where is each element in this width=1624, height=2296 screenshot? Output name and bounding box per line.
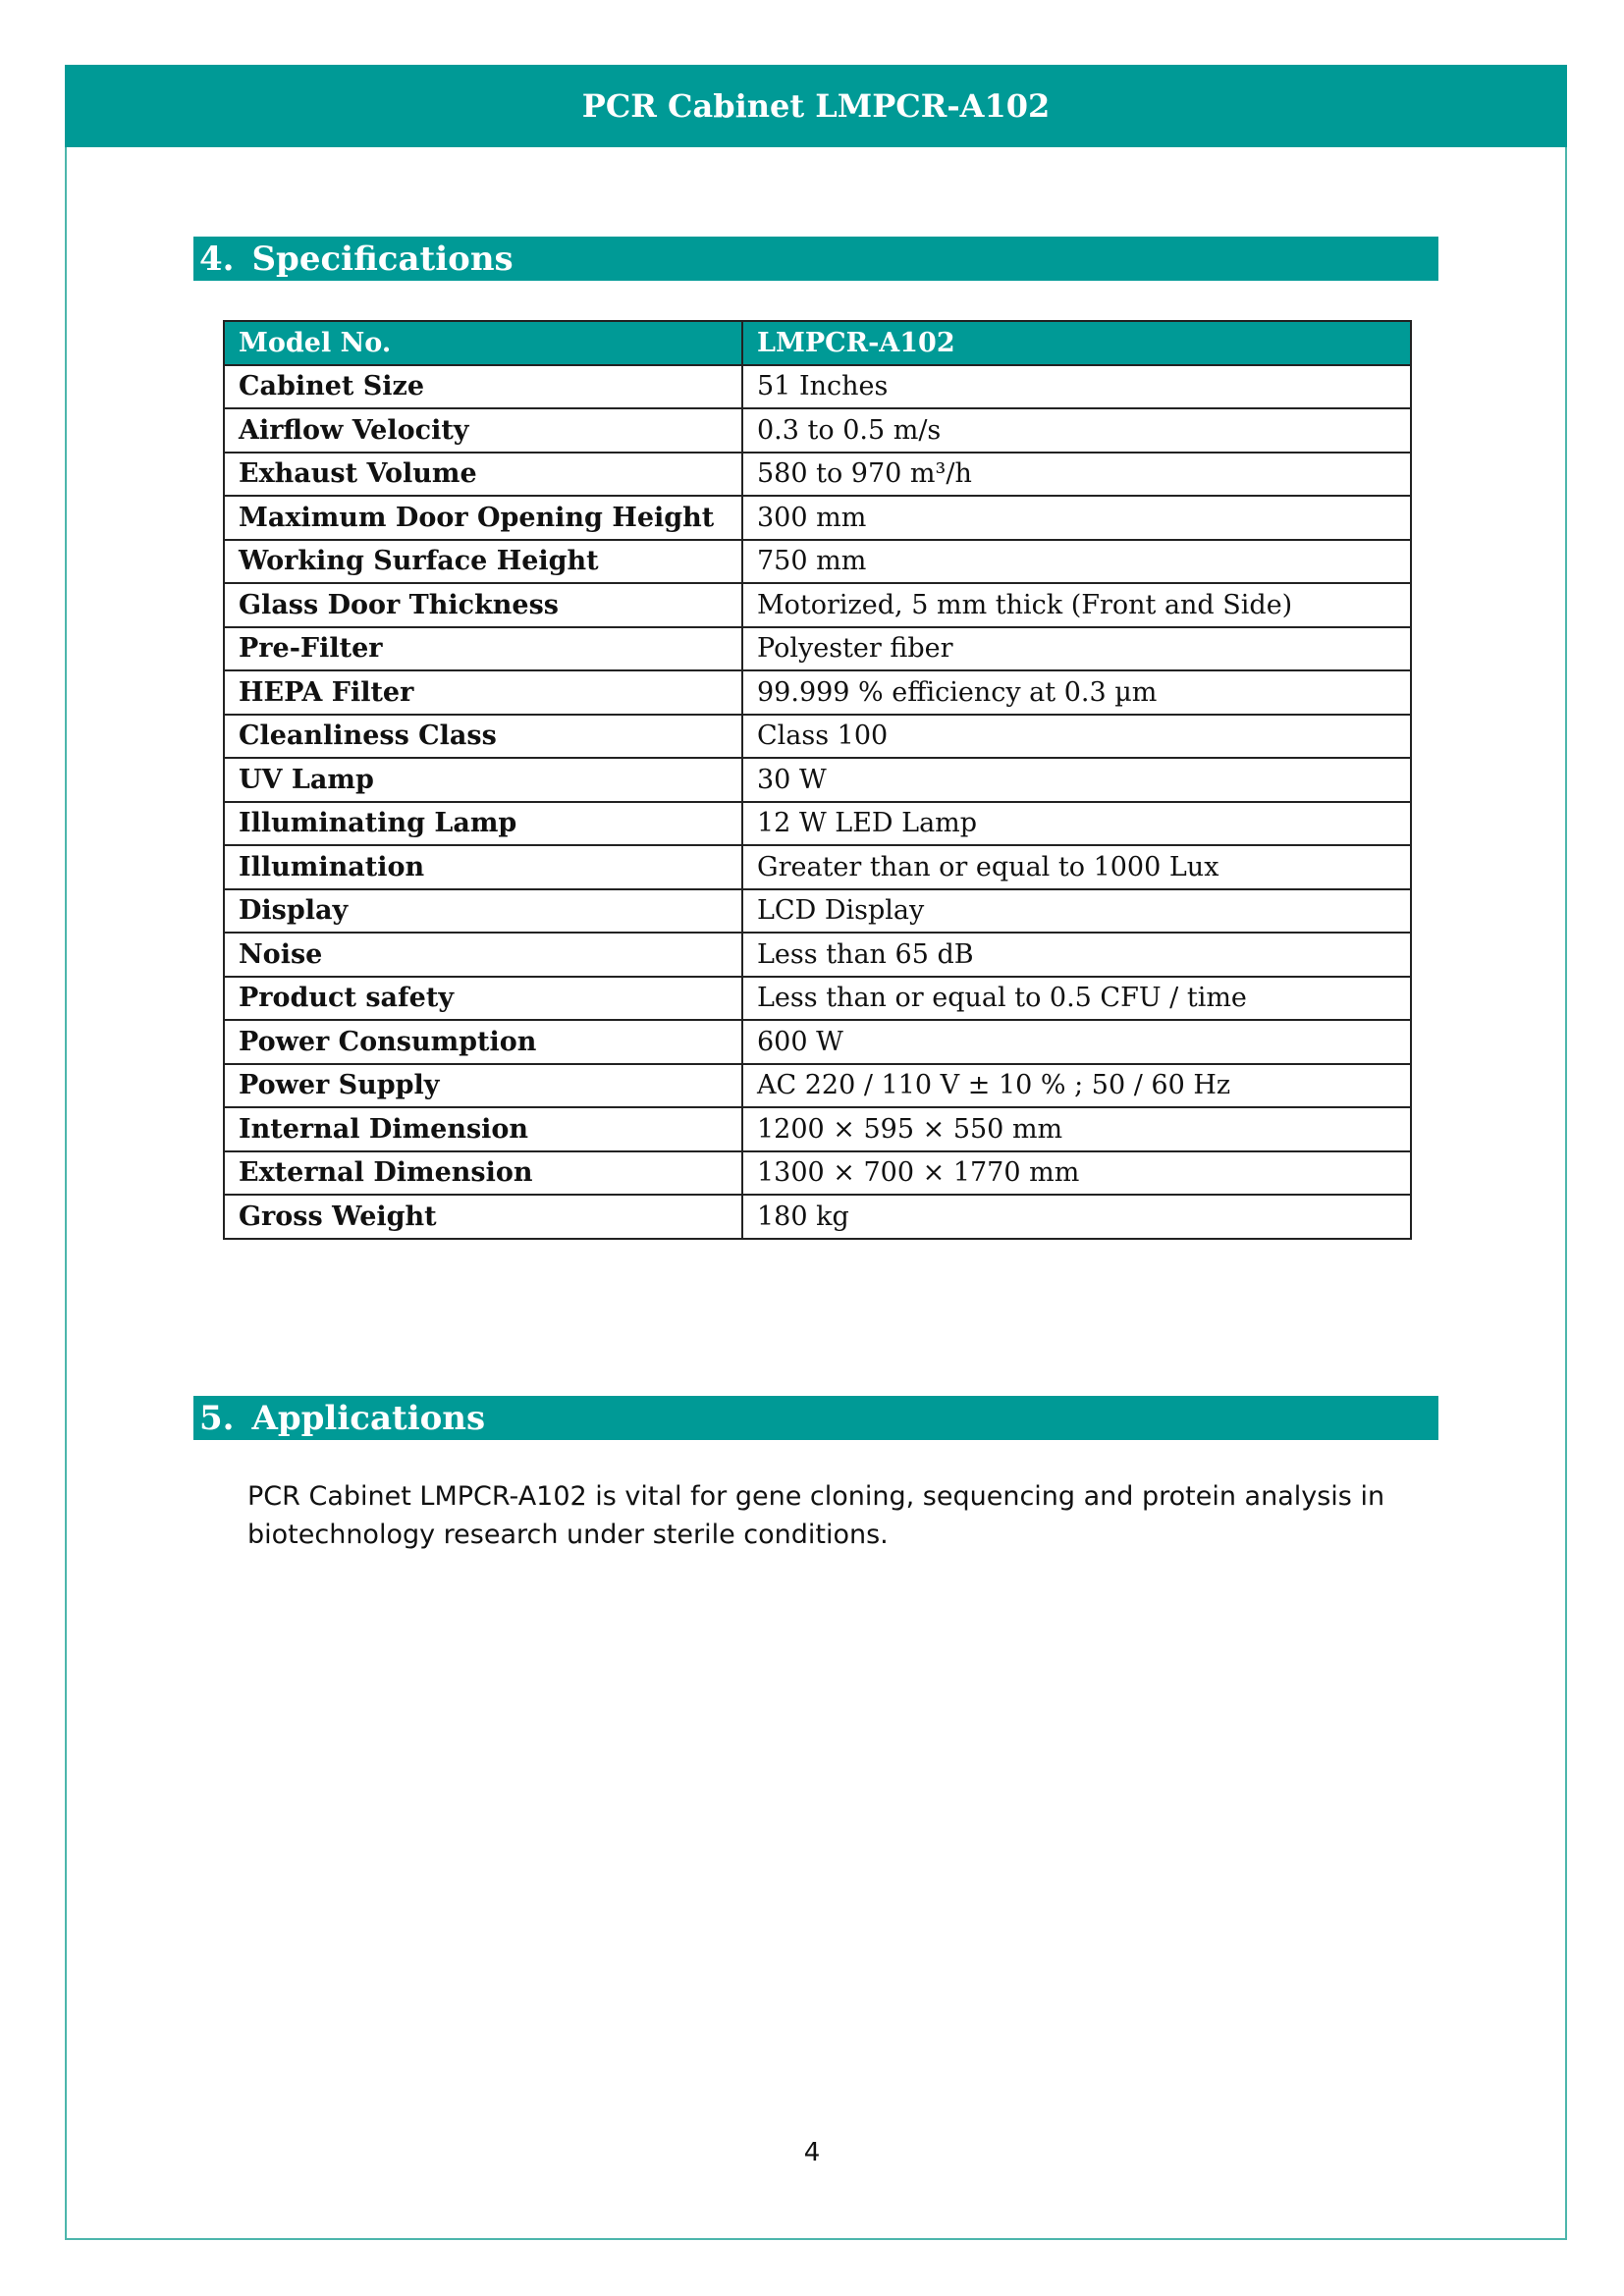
spec-label-cell: Power Supply [224, 1064, 742, 1108]
spec-value-cell: Polyester fiber [742, 627, 1411, 671]
table-row [224, 977, 1411, 1021]
table-row [224, 715, 1411, 759]
table-row [224, 408, 1411, 453]
spec-value-cell: 750 mm [742, 540, 1411, 584]
spec-value-cell: Greater than or equal to 1000 Lux [742, 845, 1411, 889]
table-row [224, 889, 1411, 934]
spec-label-cell: Exhaust Volume [224, 453, 742, 497]
table-row [224, 1020, 1411, 1064]
spec-label-cell: UV Lamp [224, 758, 742, 802]
table-row [224, 1107, 1411, 1151]
table-header-cell: Model No. [224, 321, 742, 365]
spec-value-cell: 1200 × 595 × 550 mm [742, 1107, 1411, 1151]
page-number: 4 [803, 2138, 821, 2167]
table-body [224, 365, 1411, 1239]
spec-value-cell: 51 Inches [742, 365, 1411, 409]
spec-value-cell: 580 to 970 m³/h [742, 453, 1411, 497]
spec-value-cell: 30 W [742, 758, 1411, 802]
spec-label-cell: Glass Door Thickness [224, 583, 742, 627]
spec-value-cell: 300 mm [742, 496, 1411, 540]
table-row [224, 1064, 1411, 1108]
spec-label-cell: Cabinet Size [224, 365, 742, 409]
table-row [224, 1195, 1411, 1239]
spec-value-cell: Less than or equal to 0.5 CFU / time [742, 977, 1411, 1021]
spec-value-cell: 180 kg [742, 1195, 1411, 1239]
section-title: Applications [251, 1398, 486, 1438]
spec-value-cell: Motorized, 5 mm thick (Front and Side) [742, 583, 1411, 627]
spec-label-cell: Noise [224, 933, 742, 977]
spec-value-cell: LCD Display [742, 889, 1411, 934]
spec-label-cell: Illuminating Lamp [224, 802, 742, 846]
spec-value-cell: 12 W LED Lamp [742, 802, 1411, 846]
section-number: 4. [199, 239, 235, 279]
spec-label-cell: Illumination [224, 845, 742, 889]
table-row [224, 1151, 1411, 1196]
table-row [224, 845, 1411, 889]
table-row [224, 365, 1411, 409]
table-row [224, 496, 1411, 540]
spec-value-cell: 1300 × 700 × 1770 mm [742, 1151, 1411, 1196]
spec-label-cell: Maximum Door Opening Height [224, 496, 742, 540]
header-bar [65, 65, 1567, 147]
spec-label-cell: Internal Dimension [224, 1107, 742, 1151]
section-heading-applications [193, 1396, 1438, 1440]
table-row [224, 758, 1411, 802]
spec-label-cell: Airflow Velocity [224, 408, 742, 453]
table-row [224, 453, 1411, 497]
spec-label-cell: Working Surface Height [224, 540, 742, 584]
spec-label-cell: Gross Weight [224, 1195, 742, 1239]
table-row [224, 583, 1411, 627]
spec-label-cell: External Dimension [224, 1151, 742, 1196]
section-heading-specifications [193, 237, 1438, 281]
applications-paragraph: PCR Cabinet LMPCR-A102 is vital for gene cloning, sequencing and protein analysis in biotechnology research under sterile conditions. [247, 1481, 1385, 1550]
section-number: 5. [199, 1398, 235, 1438]
table-row [224, 933, 1411, 977]
spec-value-cell: Less than 65 dB [742, 933, 1411, 977]
spec-value-cell: 99.999 % efficiency at 0.3 µm [742, 670, 1411, 715]
spec-label-cell: HEPA Filter [224, 670, 742, 715]
table-row [224, 540, 1411, 584]
spec-value-cell: AC 220 / 110 V ± 10 % ; 50 / 60 Hz [742, 1064, 1411, 1108]
page-title: PCR Cabinet LMPCR-A102 [581, 87, 1051, 125]
table-header-row [224, 321, 1411, 365]
table-row [224, 670, 1411, 715]
specifications-table [223, 320, 1412, 1240]
table-row [224, 802, 1411, 846]
spec-label-cell: Pre-Filter [224, 627, 742, 671]
spec-label-cell: Product safety [224, 977, 742, 1021]
spec-value-cell: 600 W [742, 1020, 1411, 1064]
section-title: Specifications [251, 239, 514, 279]
table-row [224, 627, 1411, 671]
spec-value-cell: Class 100 [742, 715, 1411, 759]
spec-value-cell: 0.3 to 0.5 m/s [742, 408, 1411, 453]
spec-label-cell: Display [224, 889, 742, 934]
spec-label-cell: Cleanliness Class [224, 715, 742, 759]
table-header-cell: LMPCR-A102 [742, 321, 1411, 365]
spec-label-cell: Power Consumption [224, 1020, 742, 1064]
